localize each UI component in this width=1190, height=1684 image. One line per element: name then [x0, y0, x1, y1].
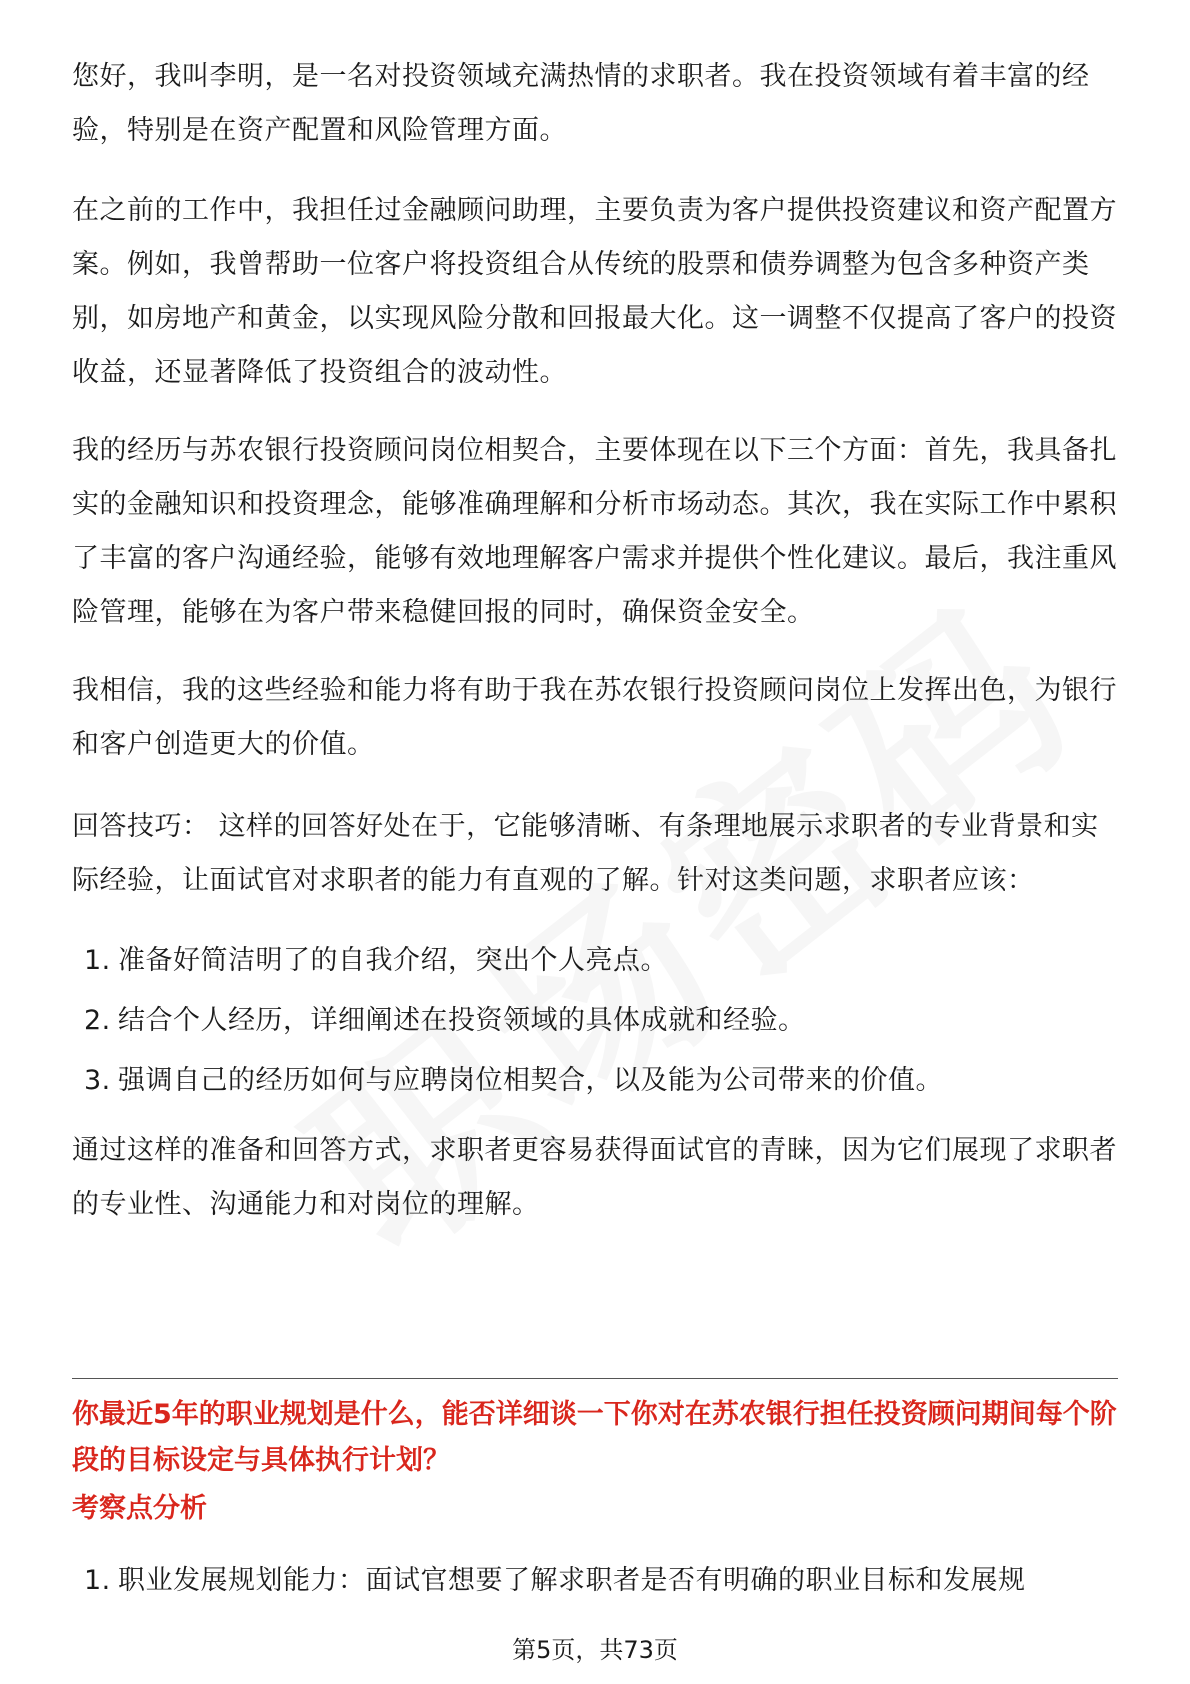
tips-list [72, 934, 1118, 1114]
analysis-list [72, 1554, 1118, 1614]
section-divider [72, 1378, 1118, 1379]
list-item [72, 994, 1118, 1054]
paragraph-closing: 通过这样的准备和回答方式，求职者更容易获得面试官的青睐，因为它们展现了求职者的专业性、沟通能力和对岗位的理解。 [72, 1135, 1117, 1220]
list-item [72, 934, 1118, 994]
analysis-heading: 考察点分析 [72, 1493, 207, 1524]
paragraph-belief: 我相信，我的这些经验和能力将有助于我在苏农银行投资顾问岗位上发挥出色，为银行和客户创造更大的价值。 [72, 675, 1117, 760]
list-number: 1. [84, 1565, 111, 1596]
paragraph-intro: 您好，我叫李明，是一名对投资领域充满热情的求职者。我在投资领域有着丰富的经验，特别是在资产配置和风险管理方面。 [72, 61, 1090, 146]
question-heading: 你最近5年的职业规划是什么，能否详细谈一下你对在苏农银行担任投资顾问期间每个阶段的目标设定与具体执行计划？ [72, 1399, 1117, 1476]
list-text: 准备好简洁明了的自我介绍，突出个人亮点。 [118, 945, 668, 976]
paragraph-experience: 在之前的工作中，我担任过金融顾问助理，主要负责为客户提供投资建议和资产配置方案。例如，我曾帮助一位客户将投资组合从传统的股票和债券调整为包含多种资产类别，如房地产和黄金，以实现风险分散和回报最大化。这一调整不仅提高了客户的投资收益，还显著降低了投资组合的波动性。 [72, 195, 1117, 388]
list-number: 2. [84, 1005, 111, 1036]
page-footer: 第5页，共73页 [512, 1636, 678, 1664]
list-text: 结合个人经历，详细阐述在投资领域的具体成就和经验。 [118, 1005, 806, 1036]
paragraph-tips-intro: 回答技巧： 这样的回答好处在于，它能够清晰、有条理地展示求职者的专业背景和实际经验，让面试官对求职者的能力有直观的了解。针对这类问题，求职者应该： [72, 811, 1099, 896]
list-item [72, 1554, 1118, 1614]
list-item [72, 1054, 1118, 1114]
list-text: 职业发展规划能力：面试官想要了解求职者是否有明确的职业目标和发展规 [118, 1565, 1026, 1596]
list-text: 强调自己的经历如何与应聘岗位相契合，以及能为公司带来的价值。 [118, 1065, 943, 1096]
list-number: 1. [84, 945, 111, 976]
list-number: 3. [84, 1065, 111, 1096]
paragraph-fit: 我的经历与苏农银行投资顾问岗位相契合，主要体现在以下三个方面：首先，我具备扎实的金融知识和投资理念，能够准确理解和分析市场动态。其次，我在实际工作中累积了丰富的客户沟通经验，能够有效地理解客户需求并提供个性化建议。最后，我注重风险管理，能够在为客户带来稳健回报的同时，确保资金安全。 [72, 435, 1117, 628]
